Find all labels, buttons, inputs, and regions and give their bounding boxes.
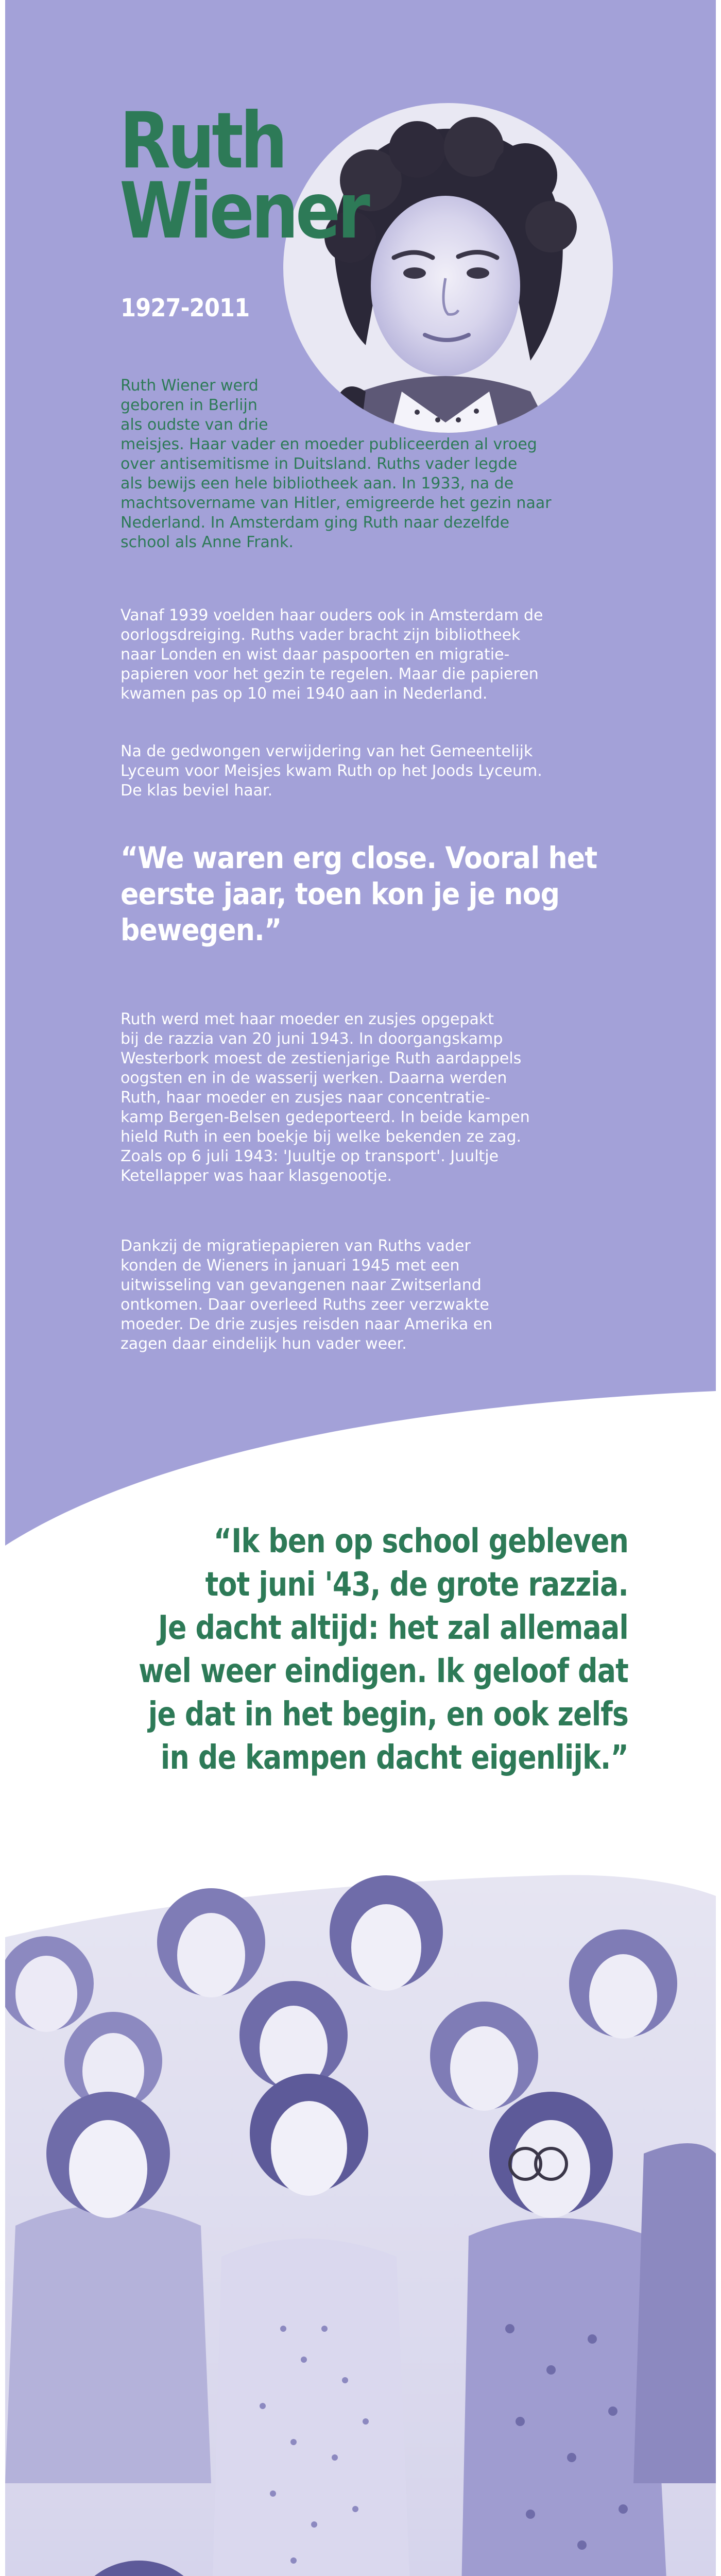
paragraph-line: hield Ruth in een boekje bij welke bekenden ze zag. bbox=[121, 1128, 522, 1146]
quote-line: je dat in het begin, en ook zelfs bbox=[148, 1696, 628, 1734]
name-last: Wiener bbox=[119, 166, 367, 256]
quote-line: “Ik ben op school gebleven bbox=[213, 1522, 628, 1561]
intro-line: als bewijs een hele bibliotheek aan. In 1933, na de bbox=[121, 474, 514, 493]
paragraph-line: oogsten en in de wasserij werken. Daarna werden bbox=[121, 1069, 507, 1087]
paragraph-line: zagen daar eindelijk hun vader weer. bbox=[121, 1335, 407, 1353]
quote-line: Je dacht altijd: het zal allemaal bbox=[158, 1609, 628, 1647]
paragraph-line: kwamen pas op 10 mei 1940 aan in Nederland. bbox=[121, 685, 488, 703]
paragraph-line: naar Londen en wist daar paspoorten en migratie- bbox=[121, 646, 510, 664]
quote-line: in de kampen dacht eigenlijk.” bbox=[160, 1739, 629, 1777]
intro-line: als oudste van drie bbox=[121, 416, 268, 434]
paragraph-4 bbox=[121, 1236, 661, 1354]
paragraph-line: papieren voor het gezin te regelen. Maar die papieren bbox=[121, 665, 539, 683]
paragraph-line: De klas beviel haar. bbox=[121, 782, 273, 800]
person-name-title bbox=[119, 96, 367, 256]
quote-line: bewegen.” bbox=[121, 912, 282, 947]
intro-line: Nederland. In Amsterdam ging Ruth naar dezelfde bbox=[121, 514, 510, 532]
paragraph-3 bbox=[121, 1010, 661, 1186]
intro-line: meisjes. Haar vader en moeder publiceerden al vroeg bbox=[121, 435, 537, 453]
pull-quote-2 bbox=[66, 1520, 628, 1780]
intro-line: Ruth Wiener werd bbox=[121, 377, 259, 395]
paragraph-line: oorlogsdreiging. Ruths vader bracht zijn bibliotheek bbox=[121, 626, 521, 644]
intro-paragraph bbox=[121, 376, 656, 552]
paragraph-1 bbox=[121, 606, 661, 704]
quote-line: wel weer eindigen. Ik geloof dat bbox=[139, 1652, 628, 1690]
paragraph-line: ontkomen. Daar overleed Ruths zeer verzwakte bbox=[121, 1296, 489, 1314]
paragraph-line: moeder. De drie zusjes reisden naar Amerika en bbox=[121, 1315, 493, 1333]
quote-line: tot juni '43, de grote razzia. bbox=[205, 1566, 629, 1604]
name-first: Ruth bbox=[119, 96, 285, 186]
paragraph-line: Zoals op 6 juli 1943: 'Juultje op transport'. Juultje bbox=[121, 1147, 499, 1165]
intro-line: geboren in Berlijn bbox=[121, 396, 258, 414]
paragraph-line: bij de razzia van 20 juni 1943. In doorgangskamp bbox=[121, 1030, 503, 1048]
paragraph-line: konden de Wieners in januari 1945 met een bbox=[121, 1257, 460, 1275]
poster-panel bbox=[5, 0, 716, 2576]
life-years: 1927-2011 bbox=[121, 294, 250, 323]
pull-quote-1 bbox=[121, 840, 630, 948]
paragraph-line: kamp Bergen-Belsen gedeporteerd. In beide kampen bbox=[121, 1108, 530, 1126]
class-group-photo bbox=[5, 1865, 716, 2576]
paragraph-line: Ruth werd met haar moeder en zusjes opgepakt bbox=[121, 1010, 494, 1028]
intro-line: machtsovername van Hitler, emigreerde het gezin naar bbox=[121, 494, 552, 512]
paragraph-2 bbox=[121, 742, 661, 801]
paragraph-line: Ruth, haar moeder en zusjes naar concentratie- bbox=[121, 1089, 491, 1107]
intro-line: school als Anne Frank. bbox=[121, 533, 294, 551]
paragraph-line: Westerbork moest de zestienjarige Ruth aardappels bbox=[121, 1049, 522, 1067]
paragraph-line: Vanaf 1939 voelden haar ouders ook in Amsterdam de bbox=[121, 606, 543, 624]
paragraph-line: Lyceum voor Meisjes kwam Ruth op het Joods Lyceum. bbox=[121, 762, 542, 780]
paragraph-line: Dankzij de migratiepapieren van Ruths vader bbox=[121, 1237, 471, 1255]
quote-line: “We waren erg close. Vooral het bbox=[121, 840, 597, 875]
paragraph-line: Na de gedwongen verwijdering van het Gemeentelijk bbox=[121, 742, 533, 760]
paragraph-line: uitwisseling van gevangenen naar Zwitserland bbox=[121, 1276, 482, 1294]
quote-line: eerste jaar, toen kon je je nog bbox=[121, 876, 560, 911]
intro-line: over antisemitisme in Duitsland. Ruths vader legde bbox=[121, 455, 518, 473]
paragraph-line: Ketellapper was haar klasgenootje. bbox=[121, 1167, 392, 1185]
